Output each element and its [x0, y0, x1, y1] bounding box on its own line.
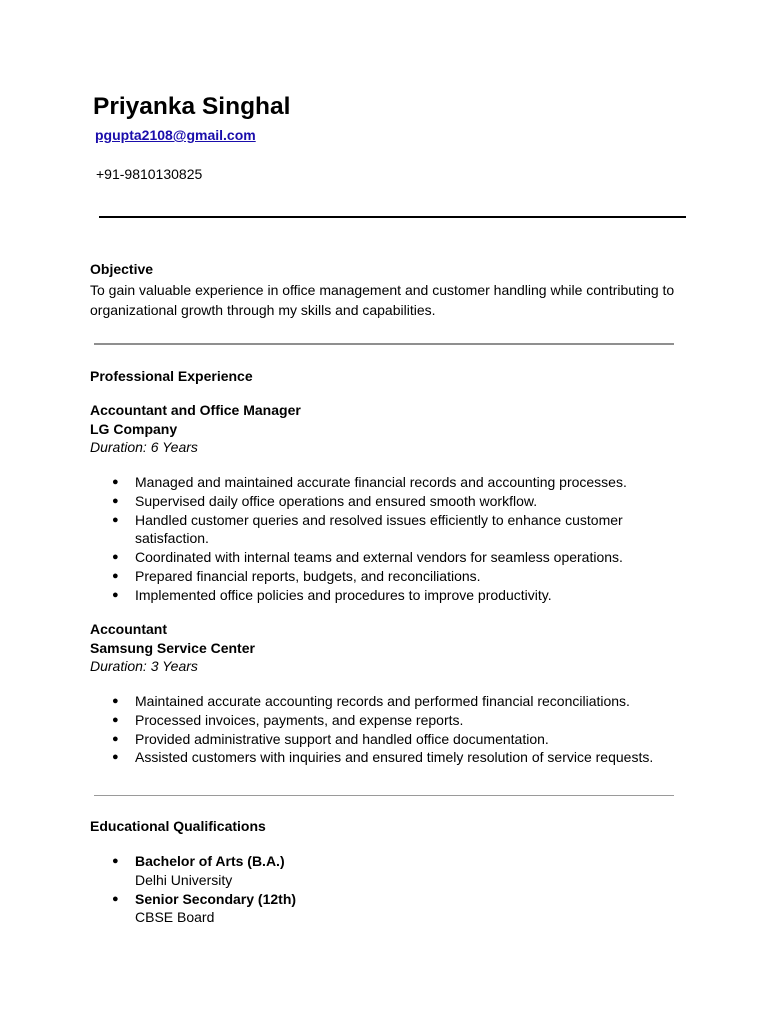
- institution-name: Delhi University: [135, 871, 233, 888]
- bullet-icon: ●: [112, 751, 119, 764]
- bullet-icon: ●: [112, 855, 119, 867]
- list-item: [90, 852, 675, 890]
- job-title: Accountant and Office Manager: [90, 402, 301, 418]
- education-heading: Educational Qualifications: [90, 818, 266, 834]
- bullet-icon: ●: [112, 551, 119, 564]
- education-list: [90, 852, 675, 927]
- job-company: LG Company: [90, 420, 178, 437]
- email-link[interactable]: pgupta2108@gmail.com: [95, 127, 256, 143]
- list-item: ● Prepared financial reports, budgets, and reconciliations.: [112, 567, 481, 584]
- list-item: ● Maintained accurate accounting records and performed financial reconciliations.: [112, 693, 630, 709]
- bullet-icon: ●: [112, 892, 119, 905]
- list-item: ● Provided administrative support and handled office documentation.: [112, 730, 549, 747]
- candidate-name: Priyanka Singhal: [93, 93, 291, 120]
- job-company: Samsung Service Center: [90, 639, 255, 656]
- experience-heading: Professional Experience: [90, 368, 253, 384]
- job-duration: Duration: 3 Years: [90, 658, 198, 674]
- bullet-icon: ●: [112, 494, 119, 507]
- objective-heading: Objective: [90, 261, 154, 277]
- objective-divider: [94, 343, 674, 345]
- objective-text: To gain valuable experience in office management and customer handling while contributing to organizational growth through my skills and capabilities.: [90, 281, 675, 318]
- list-item: ● Processed invoices, payments, and expense reports.: [112, 711, 464, 728]
- job-duration: Duration: 6 Years: [90, 439, 198, 455]
- bullet-icon: ●: [112, 732, 119, 745]
- list-item: ● Supervised daily office operations and ensured smooth workflow.: [112, 492, 538, 509]
- list-item: ● Coordinated with internal teams and external vendors for seamless operations.: [112, 549, 623, 566]
- bullet-icon: ●: [112, 476, 119, 488]
- bullet-icon: ●: [112, 713, 119, 726]
- experience-divider: [94, 795, 674, 796]
- bullet-icon: ●: [112, 513, 119, 526]
- job-title: Accountant: [90, 621, 167, 637]
- degree-name: Senior Secondary (12th): [135, 890, 297, 907]
- job-bullet-list: [90, 692, 675, 767]
- bullet-icon: ●: [112, 588, 119, 601]
- job-header: [90, 401, 301, 458]
- bullet-icon: ●: [112, 695, 119, 707]
- phone-number: +91-9810130825: [96, 166, 203, 182]
- list-item: ● Implemented office policies and procedures to improve productivity.: [112, 586, 552, 603]
- objective-section: [90, 260, 690, 320]
- header-divider: [99, 216, 686, 218]
- list-item: ● Assisted customers with inquiries and ensured timely resolution of service requests.: [112, 749, 654, 766]
- list-item: ● Handled customer queries and resolved issues efficiently to enhance customer satisfaction.: [112, 511, 623, 547]
- institution-name: CBSE Board: [135, 909, 215, 926]
- list-item: [90, 890, 675, 928]
- bullet-icon: ●: [112, 569, 119, 582]
- job-bullet-list: [90, 473, 675, 605]
- job-header: [90, 620, 255, 677]
- list-item: ● Managed and maintained accurate financial records and accounting processes.: [112, 474, 627, 490]
- degree-name: Bachelor of Arts (B.A.): [135, 853, 285, 869]
